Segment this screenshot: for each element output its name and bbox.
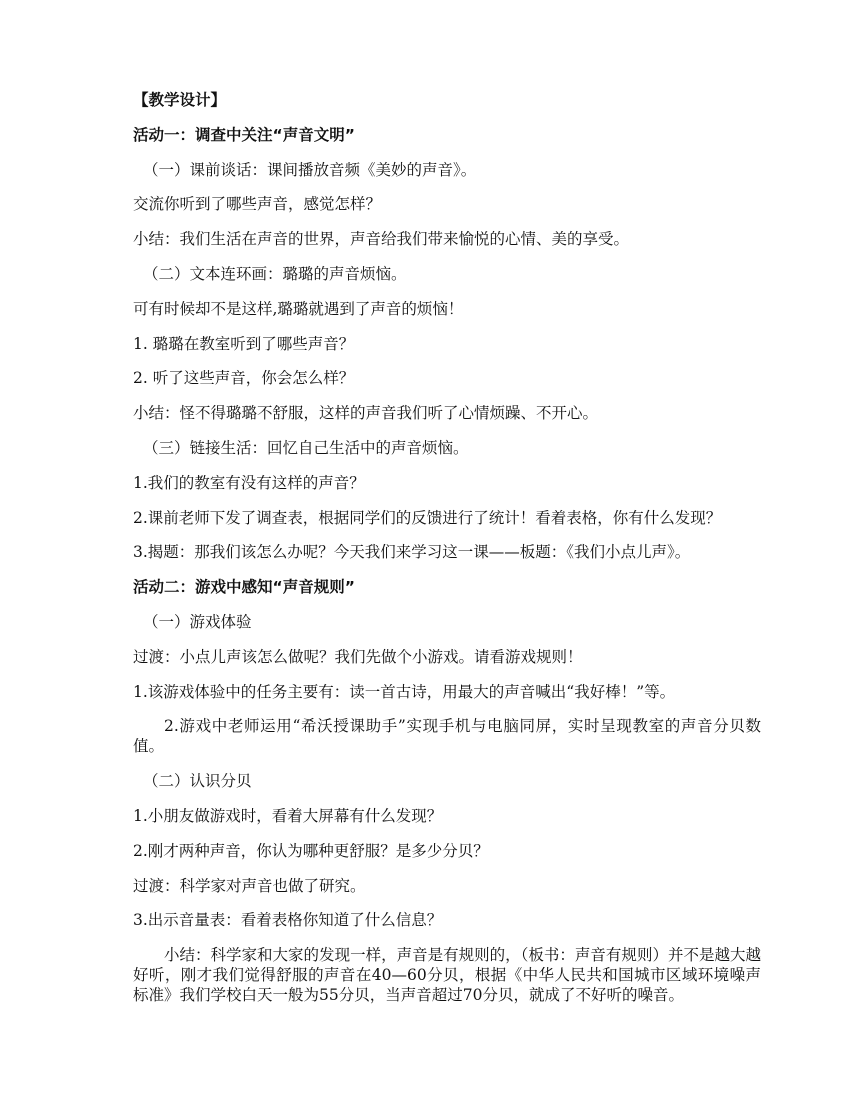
text-line: 2. 听了这些声音，你会怎么样？ <box>133 369 355 388</box>
section-heading: 【教学设计】 <box>133 91 227 109</box>
section-heading: 活动一：调查中关注“声音文明” <box>133 125 355 144</box>
text-line: 过渡：科学家对声音也做了研究。 <box>133 876 366 895</box>
text-line: 小结：怪不得璐璐不舒服，这样的声音我们听了心情烦躁、不开心。 <box>133 404 599 423</box>
document-body <box>133 90 761 1020</box>
text-line: 可有时候却不是这样,璐璐就遇到了声音的烦恼！ <box>133 299 464 318</box>
text-line: 2.刚才两种声音，你认为哪种更舒服？是多少分贝？ <box>133 841 489 860</box>
text-line: 3.揭题：那我们该怎么办呢？今天我们来学习这一课——板题：《我们小点儿声》。 <box>133 543 691 562</box>
text-line: 1. 璐璐在教室听到了哪些声音？ <box>133 334 355 353</box>
text-line: （三）链接生活：回忆自己生活中的声音烦恼。 <box>143 438 469 457</box>
text-line: 小结：我们生活在声音的世界，声音给我们带来愉悦的心情、美的享受。 <box>133 230 630 249</box>
text-line: （二）认识分贝 <box>143 772 252 791</box>
text-line: 1.该游戏体验中的任务主要有：读一首古诗，用最大的声音喊出“我好棒！”等。 <box>133 682 676 701</box>
text-line: 1.小朋友做游戏时，看着大屏幕有什么发现？ <box>133 806 443 825</box>
text-line: 2.课前老师下发了调查表，根据同学们的反馈进行了统计！看着表格，你有什么发现？ <box>133 508 722 527</box>
text-line: 3.出示音量表：看着表格你知道了什么信息？ <box>133 911 443 930</box>
text-line: 过渡：小点儿声该怎么做呢？我们先做个小游戏。请看游戏规则！ <box>133 647 583 666</box>
text-line: 2.游戏中老师运用“希沃授课助手”实现手机与电脑同屏，实时呈现教室的声音分贝数值。 <box>133 717 761 756</box>
text-line: （一）游戏体验 <box>143 612 252 631</box>
text-line: （一）课前谈话：课间播放音频《美妙的声音》。 <box>143 160 477 179</box>
text-line: 小结：科学家和大家的发现一样，声音是有规则的，（板书：声音有规则）并不是越大越好听，刚才我们觉得舒服的声音在40—60分贝，根据《中华人民共和国城市区域环境噪声标准》我们学校白天一般为55分贝，当声音超过70分贝，就成了不好听的噪音。 <box>133 946 761 1005</box>
text-line: 交流你听到了哪些声音，感觉怎样？ <box>133 195 382 214</box>
section-heading: 活动二：游戏中感知“声音规则” <box>133 578 355 597</box>
text-line: 1.我们的教室有没有这样的声音？ <box>133 473 365 492</box>
text-line: （二）文本连环画：璐璐的声音烦恼。 <box>143 264 407 283</box>
